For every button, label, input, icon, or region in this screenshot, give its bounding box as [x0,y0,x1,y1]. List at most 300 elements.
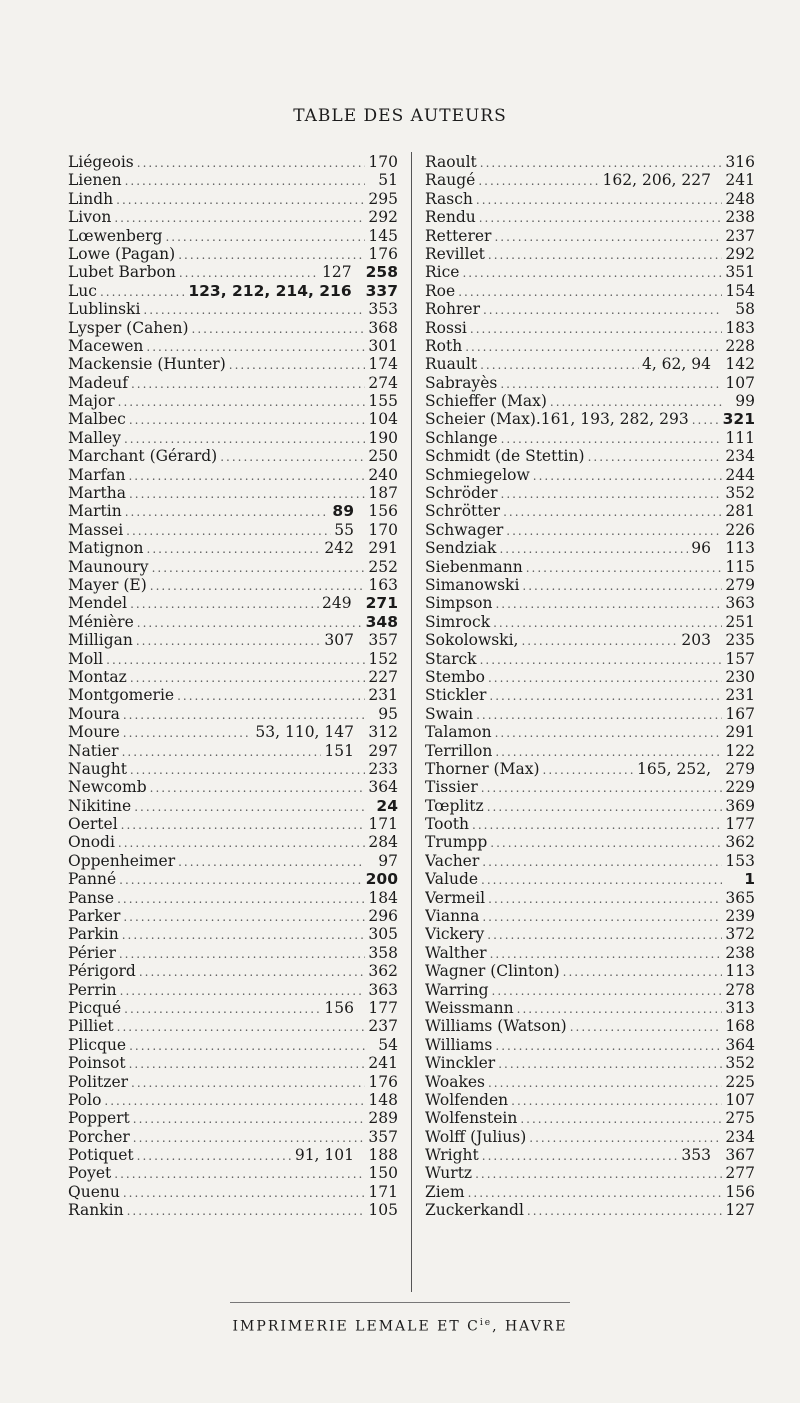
index-entry [425,705,755,723]
page-number: 369 [725,796,755,815]
page-number: 352 [725,1054,755,1073]
author-name: Tœplitz [425,796,484,815]
leader-dots [692,411,720,428]
index-entry [425,631,755,649]
leader-dots [137,1147,292,1164]
page-number: 362 [725,833,755,852]
author-name: Roe [425,281,456,300]
index-entry [425,668,755,686]
author-name: Rendu [425,208,476,227]
leader-dots [511,1092,722,1109]
page-number: 228 [725,336,755,355]
page-number: 170 [368,153,398,171]
author-name: Perrin [68,980,117,999]
leader-dots [127,1202,365,1219]
author-name: Quenu [68,1182,120,1201]
leader-dots [179,264,319,281]
author-name: Onodi [68,833,115,852]
author-name: Moure [68,723,120,742]
index-entry [425,410,755,428]
author-name: Revillet [425,244,485,263]
author-name: Potiquet [68,1146,134,1165]
author-name: Retterer [425,226,492,245]
author-name: Vickery [425,925,485,944]
index-entry [68,1054,398,1072]
index-entry [68,153,398,171]
leader-dots [517,1000,722,1017]
page-number: 241 [725,171,755,190]
index-entry [425,447,755,465]
leader-dots [123,908,365,925]
author-name: Marfan [68,465,126,484]
leader-dots [118,834,365,851]
author-name: Natier [68,741,119,760]
index-entry [68,833,398,851]
leader-dots [480,356,639,373]
leader-dots [503,503,722,520]
page-number: 250 [368,447,398,466]
leader-dots [192,320,366,337]
page-number: 177 [725,815,755,834]
leader-dots [147,540,322,557]
author-name: Moll [68,649,104,668]
page-number: 152 [368,649,398,668]
additional-pages: 156 [324,998,354,1017]
author-name: Milligan [68,631,133,650]
page-number: 154 [725,281,755,300]
page-number: 184 [368,888,398,907]
author-name: Porcher [68,1127,130,1146]
page-number: 241 [368,1054,398,1073]
page-number: 295 [368,189,398,208]
index-entry [425,171,755,189]
page-number: 107 [725,1090,755,1109]
page-number: 240 [368,465,398,484]
page-number: 163 [368,575,398,594]
author-name: Siebenmann [425,557,523,576]
author-name: Sendziak [425,539,497,558]
leader-dots [134,798,365,815]
page-number: 274 [368,373,398,392]
leader-dots [114,1165,365,1182]
author-name: Scheier (Max).161, 193, 282, 293 [425,410,689,429]
author-name: Woakes [425,1072,485,1091]
author-name: Mayer (E) [68,575,147,594]
author-name: Lœwenberg [68,226,163,245]
leader-dots [499,540,688,557]
leader-dots [146,338,365,355]
author-name: Nikitine [68,796,132,815]
page-number: 231 [725,686,755,705]
leader-dots [527,1202,722,1219]
index-entry [68,502,398,520]
leader-dots [526,559,722,576]
index-entry [425,1201,755,1219]
page-number: 364 [725,1035,755,1054]
page-number: 337 [365,281,398,300]
index-entry [68,355,398,373]
author-name: Simpson [425,594,493,613]
leader-dots [480,651,722,668]
page-number: 145 [368,226,398,245]
page-number: 235 [725,631,755,650]
leader-dots [490,945,722,962]
leader-dots [468,1184,722,1201]
index-entry [425,1128,755,1146]
index-entry [68,558,398,576]
index-entry [68,245,398,263]
page-number: 348 [365,612,398,631]
page-number: 190 [368,428,398,447]
author-name: Oertel [68,815,118,834]
author-name: Swain [425,704,474,723]
index-entry [68,171,398,189]
page-number: 239 [725,907,755,926]
leader-dots [495,595,722,612]
author-name: Montgomerie [68,686,175,705]
index-entry [68,1164,398,1182]
page-number: 363 [368,980,398,999]
page-number: 142 [725,355,755,374]
index-entry [68,889,398,907]
leader-dots [119,945,365,962]
leader-dots [476,191,722,208]
author-name: Rice [425,263,460,282]
author-name: Périgord [68,962,136,981]
leader-dots [136,632,322,649]
leader-dots [481,871,722,888]
page-number: 251 [725,612,755,631]
page-number: 231 [368,686,398,705]
index-entry [68,870,398,888]
page-number: 277 [725,1164,755,1183]
page-number: 244 [725,465,755,484]
page-number: 171 [368,1182,398,1201]
index-entry [68,705,398,723]
page-number: 284 [368,833,398,852]
author-name: Schröder [425,484,498,503]
index-entry [425,742,755,760]
leader-dots [495,724,722,741]
index-entry [68,1183,398,1201]
index-entry [425,815,755,833]
author-name: Rohrer [425,300,480,319]
author-name: Major [68,392,115,411]
page-number: 155 [368,392,398,411]
index-entry [68,1128,398,1146]
page-number: 292 [725,244,755,263]
index-entry [425,870,755,888]
page-number: 291 [368,539,398,558]
author-name: Politzer [68,1072,129,1091]
leader-dots [483,301,722,318]
index-entry [68,337,398,355]
author-name: Tooth [425,815,470,834]
author-name: Vianna [425,907,480,926]
author-name: Martha [68,484,126,503]
author-name: Mackensie (Hunter) [68,355,226,374]
index-entry [68,190,398,208]
index-entry [68,484,398,502]
page-number: 237 [368,1017,398,1036]
page-number: 113 [725,962,755,981]
index-entry [68,539,398,557]
author-name: Stickler [425,686,487,705]
leader-dots [522,577,722,594]
author-name: Valude [425,870,479,889]
author-name: Schlange [425,428,498,447]
page-number: 115 [725,557,755,576]
leader-dots [177,687,365,704]
author-name: Lubet Barbon [68,263,176,282]
index-entry [425,319,755,337]
page-number: 148 [368,1090,398,1109]
author-name: Walther [425,943,487,962]
page-number: 351 [725,263,755,282]
page-number: 278 [725,980,755,999]
index-entry [68,686,398,704]
leader-dots [129,485,365,502]
leader-dots [137,614,363,631]
column-divider [411,152,412,1292]
author-name: Panné [68,870,117,889]
index-entry [425,944,755,962]
index-entry [425,374,755,392]
author-name: Livon [68,208,112,227]
page-number: 365 [725,888,755,907]
index-entry [68,300,398,318]
page-number: 1 [744,870,755,889]
page-number: 353 [368,300,398,319]
leader-dots [128,467,365,484]
index-entry [425,1017,755,1035]
author-name: Naught [68,759,127,778]
leader-dots [125,172,365,189]
leader-dots [487,926,722,943]
leader-dots [488,246,722,263]
leader-dots [152,559,365,576]
leader-dots [125,503,330,520]
index-entry [425,594,755,612]
index-entry [68,650,398,668]
author-name: Lublinski [68,300,141,319]
page-number: 301 [368,336,398,355]
leader-dots [106,651,365,668]
index-entry [425,907,755,925]
page-number: 321 [722,410,755,429]
page-number: 281 [725,502,755,521]
leader-dots [150,577,365,594]
index-entry [425,613,755,631]
author-name: Montaz [68,667,127,686]
leader-dots [137,154,365,171]
index-entry [68,576,398,594]
leader-dots [495,1037,722,1054]
page-number: 363 [725,594,755,613]
index-entry [425,1183,755,1201]
page-number: 225 [725,1072,755,1091]
page-number: 170 [368,520,398,539]
author-name: Wolfenstein [425,1109,518,1128]
index-entry [68,1073,398,1091]
author-name: Maunoury [68,557,149,576]
printer-imprint [0,1318,800,1335]
page-number: 127 [725,1201,755,1220]
author-name: Périer [68,943,116,962]
index-entry [68,263,398,281]
page-number: 176 [368,1072,398,1091]
author-name: Williams [425,1035,493,1054]
author-name: Tissier [425,778,478,797]
page-number: 352 [725,484,755,503]
index-entry [68,907,398,925]
page-number: 289 [368,1109,398,1128]
page-number: 51 [378,171,398,190]
page-number: 107 [725,373,755,392]
page-number: 313 [725,998,755,1017]
author-name: Starck [425,649,477,668]
leader-dots [220,448,365,465]
index-entry [425,925,755,943]
index-entry [425,852,755,870]
author-name: Wright [425,1146,479,1165]
leader-dots [117,890,365,907]
index-entry [68,429,398,447]
index-entry [68,227,398,245]
leader-dots [121,816,365,833]
index-entry [425,981,755,999]
leader-dots [465,338,722,355]
page-number: 113 [725,539,755,558]
index-entry [425,650,755,668]
index-entry [68,1201,398,1219]
leader-dots [117,1018,365,1035]
index-entry [425,190,755,208]
author-name: Macewen [68,336,144,355]
index-entry [68,1146,398,1164]
page-number: 364 [368,778,398,797]
index-entry [425,245,755,263]
index-entry [425,1164,755,1182]
index-entry [425,355,755,373]
leader-dots [498,1055,722,1072]
page-number: 111 [725,428,755,447]
leader-dots [475,1165,722,1182]
index-entry [68,410,398,428]
index-entry [68,925,398,943]
author-name: Schrötter [425,502,501,521]
leader-dots [178,853,365,870]
author-name: Lysper (Cahen) [68,318,189,337]
index-entry [68,1017,398,1035]
page-number: 54 [378,1035,398,1054]
leader-dots [130,669,365,686]
author-name: Poyet [68,1164,112,1183]
additional-pages: 203 [681,631,711,650]
leader-dots [490,834,722,851]
page-number: 157 [725,649,755,668]
leader-dots [462,264,722,281]
author-name: Matignon [68,539,144,558]
page-number: 174 [368,355,398,374]
leader-dots [550,393,722,410]
author-name: Rankin [68,1201,124,1220]
leader-dots [488,669,722,686]
additional-pages: 165, 252, [637,759,711,778]
leader-dots [482,1147,679,1164]
author-name: Madeuf [68,373,128,392]
page-number: 122 [725,741,755,760]
index-entry [68,613,398,631]
author-name: Picqué [68,998,122,1017]
page-number: 104 [368,410,398,429]
leader-dots [472,816,722,833]
author-name: Vermeil [425,888,486,907]
page-number: 279 [725,575,755,594]
index-entry [425,153,755,171]
author-name: Martin [68,502,122,521]
index-entry [68,631,398,649]
author-name: Newcomb [68,778,147,797]
author-name: Parker [68,907,121,926]
page-number: 105 [368,1201,398,1220]
page-title: TABLE DES AUTEURS [293,106,507,126]
leader-dots [122,743,322,760]
page-number: 368 [368,318,398,337]
page-number: 177 [368,998,398,1017]
leader-dots [114,209,365,226]
page-number: 275 [725,1109,755,1128]
page-number: 296 [368,907,398,926]
page-number: 258 [365,263,398,282]
index-entry [425,539,755,557]
index-entry [68,962,398,980]
leader-dots [487,798,722,815]
author-name: Zuckerkandl [425,1201,524,1220]
leader-dots [129,1055,365,1072]
leader-dots [570,1018,722,1035]
page-number: 238 [725,943,755,962]
leader-dots [488,890,722,907]
index-entry [68,319,398,337]
author-name: Ménière [68,612,134,631]
leader-dots [165,228,365,245]
leader-dots [500,375,722,392]
additional-pages: 151 [324,741,354,760]
leader-dots [229,356,365,373]
leader-dots [480,154,722,171]
index-entry [425,208,755,226]
author-name: Liégeois [68,153,134,171]
author-name: Simanowski [425,575,520,594]
imprint-suffix: , HAVRE [492,1318,568,1335]
author-name: Lowe (Pagan) [68,244,176,263]
author-name: Luc [68,281,97,300]
additional-pages: 96 [691,539,711,558]
author-name: Schieffer (Max) [425,392,547,411]
author-name: Malley [68,428,121,447]
author-name: Moura [68,704,120,723]
index-entry [68,760,398,778]
author-name: Malbec [68,410,126,429]
additional-pages: 91, 101 [294,1146,354,1165]
additional-pages: 55 [334,520,354,539]
index-entry [68,1109,398,1127]
page-number: 358 [368,943,398,962]
page-number: 167 [725,704,755,723]
leader-dots [501,430,722,447]
page-number: 227 [368,667,398,686]
